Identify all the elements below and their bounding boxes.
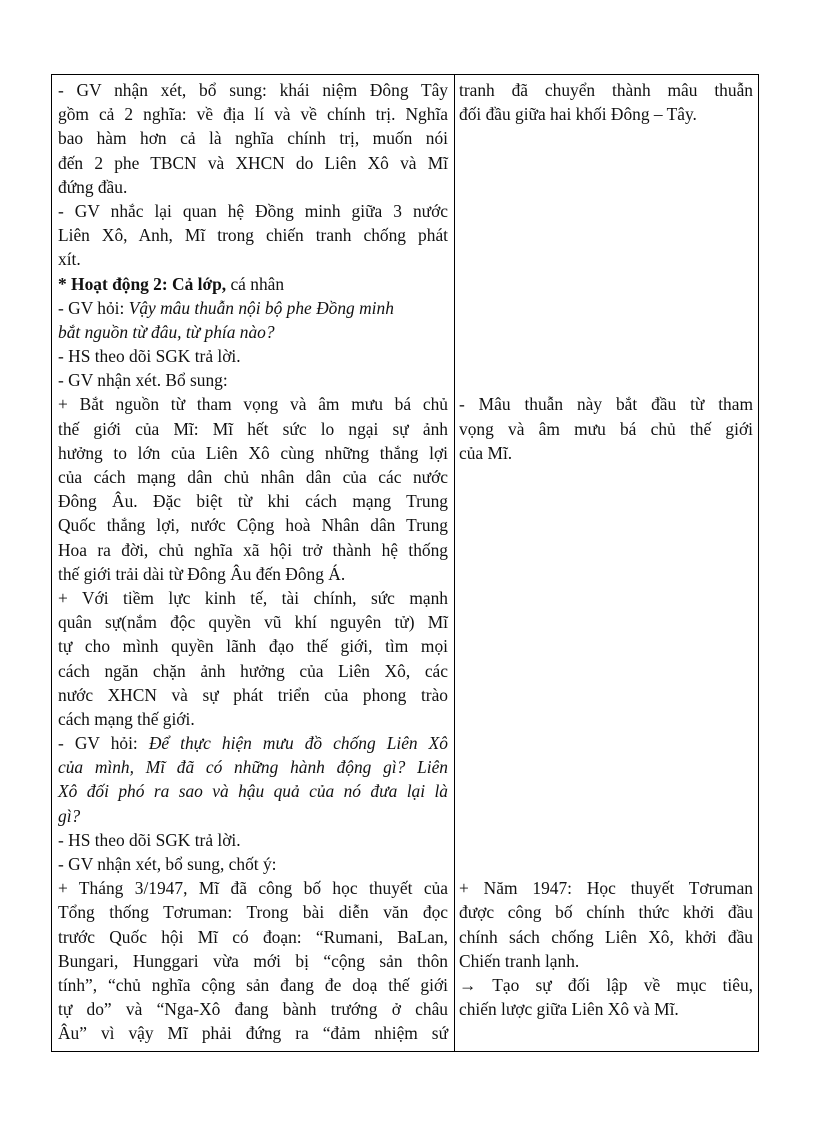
spacer [459, 151, 753, 175]
text-line [58, 513, 448, 537]
spacer [459, 562, 753, 586]
question-text: bắt nguồn từ đâu, từ phía nào? [58, 321, 275, 342]
spacer [459, 755, 753, 779]
line-text: Quốc thắng lợi, nước Cộng hoà Nhân dân Trung [58, 515, 448, 536]
text-line [58, 1021, 448, 1045]
line-text: - GV nhận xét, bổ sung: khái niệm Đông Tây [58, 80, 448, 100]
spacer [459, 489, 753, 513]
text-line [58, 562, 448, 586]
line-text: hưởng to lớn của Liên Xô cùng những thắng lợi [58, 442, 448, 463]
activity-heading: * Hoạt động 2: Cả lớp, [58, 273, 227, 294]
text-line [58, 247, 448, 271]
text-line [58, 683, 448, 707]
line-text: xít. [58, 249, 81, 270]
text-line [58, 997, 448, 1021]
text-line [58, 368, 448, 392]
text-line [58, 755, 448, 779]
spacer [459, 296, 753, 320]
line-text: bao hàm hơn cả là nghĩa chính trị, muốn nói [58, 128, 448, 149]
line-text: Đông Âu. Đặc biệt từ khi cách mạng Trung [58, 491, 448, 512]
text-line [58, 900, 448, 924]
text-line [58, 465, 448, 489]
column-divider [454, 75, 455, 1051]
lesson-table [51, 74, 759, 1052]
line-text: - GV nhắc lại quan hệ Đồng minh giữa 3 nước [58, 200, 448, 221]
text-line [58, 175, 448, 199]
line-text: - GV nhận xét. Bổ sung: [58, 370, 228, 391]
text-line [58, 78, 448, 102]
spacer [459, 199, 753, 223]
line-text: nước XHCN và sự phát triển của phong trào [58, 684, 448, 705]
teacher-activity-column [58, 78, 448, 1046]
text-line [459, 900, 753, 924]
line-text: gồm cả 2 nghĩa: về địa lí và về chính trị. Nghĩa [58, 104, 448, 125]
text-line [58, 392, 448, 416]
line-text: - Mâu thuẫn này bắt đầu từ tham [459, 394, 753, 415]
line-text: đứng đầu. [58, 176, 128, 197]
text-line [58, 199, 448, 223]
line-text: chiến lược giữa Liên Xô và Mĩ. [459, 999, 679, 1020]
text-line [58, 925, 448, 949]
spacer [459, 828, 753, 852]
line-text: của Mĩ. [459, 442, 513, 463]
line-text: - GV hỏi: [58, 733, 149, 754]
line-text: vọng và âm mưu bá chủ thế giới [459, 418, 753, 439]
line-text: cách ngăn chặn ảnh hưởng của Liên Xô, các [58, 660, 448, 681]
text-line [58, 102, 448, 126]
spacer [459, 368, 753, 392]
question-text: Xô đối phó ra sao và hậu quả của nó đưa lại là [58, 781, 448, 802]
line-text: + Với tiềm lực kinh tế, tài chính, sức mạnh [58, 587, 448, 608]
line-text: chính sách chống Liên Xô, khởi đầu [459, 926, 753, 947]
spacer [459, 247, 753, 271]
text-line [58, 441, 448, 465]
spacer [459, 610, 753, 634]
line-text: của cách mạng dân chủ nhân dân của các nước [58, 467, 448, 487]
question-text: Để thực hiện mưu đồ chống Liên Xô [148, 733, 448, 754]
line-text: + Tháng 3/1947, Mĩ đã công bố học thuyết của [58, 878, 448, 899]
line-text: - HS theo dõi SGK trả lời. [58, 346, 241, 367]
spacer [459, 804, 753, 828]
question-text: Vậy mâu thuẫn nội bộ phe Đồng minh [128, 297, 394, 318]
text-line [58, 804, 448, 828]
question-text: của mình, Mĩ đã có những hành động gì? Liên [58, 757, 448, 778]
text-line [459, 417, 753, 441]
line-text: Hoa ra đời, chủ nghĩa xã hội trở thành hệ thống [58, 539, 448, 560]
spacer [459, 223, 753, 247]
line-text: trước Quốc hội Mĩ có đoạn: “Rumani, BaLan, [58, 926, 448, 947]
line-text: Âu” vì vậy Mĩ phải đứng ra “đảm nhiệm sứ [58, 1023, 448, 1044]
text-line [58, 949, 448, 973]
text-line [58, 731, 448, 755]
line-text: → Tạo sự đối lập về mục tiêu, [459, 974, 753, 995]
line-text: đối đầu giữa hai khối Đông – Tây. [459, 104, 697, 125]
text-line [58, 828, 448, 852]
line-text: Tổng thống Tơruman: Trong bài diễn văn đọc [58, 902, 448, 923]
line-text: tự do” và “Nga-Xô đang bành trướng ở châu [58, 999, 448, 1020]
text-line [459, 876, 753, 900]
spacer [459, 683, 753, 707]
text-line [459, 392, 753, 416]
spacer [459, 175, 753, 199]
spacer [459, 634, 753, 658]
spacer [459, 344, 753, 368]
text-line [58, 707, 448, 731]
spacer [459, 126, 753, 150]
spacer [459, 513, 753, 537]
line-text: đến 2 phe TBCN và XHCN do Liên Xô và Mĩ [58, 152, 448, 173]
text-line [459, 997, 753, 1021]
line-text: - HS theo dõi SGK trả lời. [58, 829, 241, 850]
text-line [58, 151, 448, 175]
line-text: Bungari, Hunggari vừa mới bị “cộng sản thôn [58, 950, 448, 971]
knowledge-column [459, 78, 753, 1021]
text-line [459, 102, 753, 126]
text-line [459, 441, 753, 465]
text-line [58, 538, 448, 562]
line-text: cách mạng thế giới. [58, 708, 195, 729]
text-line [58, 610, 448, 634]
line-text: thế giới trải dài từ Đông Âu đến Đông Á. [58, 563, 346, 584]
spacer [459, 320, 753, 344]
text-line [58, 223, 448, 247]
text-line [58, 634, 448, 658]
text-line [58, 126, 448, 150]
spacer [459, 465, 753, 489]
line-text: Chiến tranh lạnh. [459, 950, 580, 971]
line-text: tranh đã chuyển thành mâu thuẫn [459, 80, 753, 100]
spacer [459, 707, 753, 731]
text-line [58, 973, 448, 997]
line-text: tính”, “chủ nghĩa cộng sản đang đe doạ thế giới [58, 974, 448, 995]
text-line [58, 852, 448, 876]
spacer [459, 272, 753, 296]
text-line [58, 779, 448, 803]
text-line [58, 489, 448, 513]
question-text: gì? [58, 805, 81, 826]
text-line [58, 659, 448, 683]
text-line [459, 973, 753, 997]
line-text: thế giới của Mĩ: Mĩ hết sức lo ngại sự ảnh [58, 418, 448, 439]
line-text: quân sự(nắm độc quyền vũ khí nguyên tử) Mĩ [58, 612, 448, 633]
spacer [459, 538, 753, 562]
line-text: - GV hỏi: [58, 297, 129, 318]
text-line [58, 296, 448, 320]
spacer [459, 731, 753, 755]
line-text: Liên Xô, Anh, Mĩ trong chiến tranh chống phát [58, 225, 448, 246]
line-text: + Năm 1947: Học thuyết Tơruman [459, 878, 753, 899]
text-line [459, 949, 753, 973]
text-line [58, 344, 448, 368]
text-line [459, 925, 753, 949]
text-line [58, 320, 448, 344]
line-text: tự cho mình quyền lãnh đạo thế giới, tìm mọi [58, 636, 448, 657]
text-line [459, 78, 753, 102]
text-line [58, 417, 448, 441]
spacer [459, 586, 753, 610]
line-text-rest: cá nhân [226, 273, 285, 294]
spacer [459, 852, 753, 876]
text-line [58, 586, 448, 610]
spacer [459, 779, 753, 803]
line-text: được công bố chính thức khởi đầu [459, 902, 753, 923]
line-text: - GV nhận xét, bổ sung, chốt ý: [58, 854, 277, 874]
spacer [459, 659, 753, 683]
text-line [58, 876, 448, 900]
line-text: + Bắt nguồn từ tham vọng và âm mưu bá chủ [58, 394, 448, 415]
text-line [58, 272, 448, 296]
